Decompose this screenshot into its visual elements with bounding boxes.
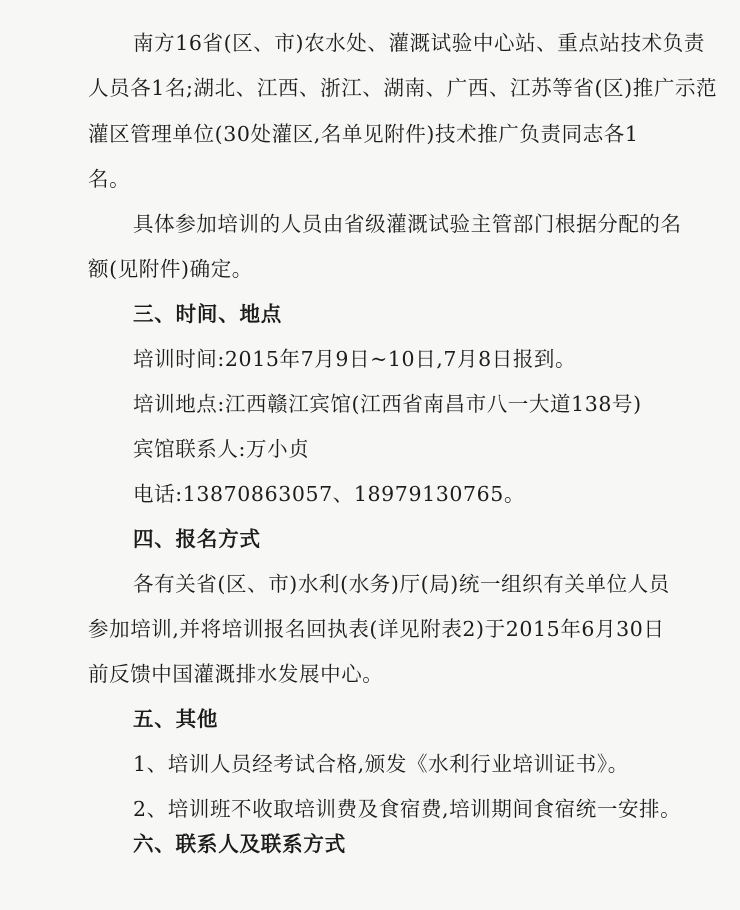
text-line-phone: 电话:13870863057、18979130765。 [133,482,526,506]
section-heading-registration: 四、报名方式 [133,527,261,551]
text-line-other-1: 1、培训人员经考试合格,颁发《水利行业培训证书》。 [133,752,629,776]
text-line-4: 名。 [88,167,131,191]
text-line-other-2: 2、培训班不收取培训费及食宿费,培训期间食宿统一安排。 [133,797,682,821]
text-line-3: 灌区管理单位(30处灌区,名单见附件)技术推广负责同志各1 [88,122,639,146]
text-line-training-place: 培训地点:江西赣江宾馆(江西省南昌市八一大道138号) [133,392,642,416]
text-line-5: 具体参加培训的人员由省级灌溉试验主管部门根据分配的名 [133,212,682,236]
text-line-registration-2: 参加培训,并将培训报名回执表(详见附表2)于2015年6月30日 [88,617,665,641]
section-heading-contacts: 六、联系人及联系方式 [133,832,346,856]
text-line-hotel-contact: 宾馆联系人:万小贞 [133,437,310,461]
text-line-6: 额(见附件)确定。 [88,257,253,281]
text-line-registration-3: 前反馈中国灌溉排水发展中心。 [88,662,384,686]
text-line-2: 人员各1名;湖北、江西、浙江、湖南、广西、江苏等省(区)推广示范 [88,76,718,100]
text-line-1: 南方16省(区、市)农水处、灌溉试验中心站、重点站技术负责 [133,31,705,55]
section-heading-other: 五、其他 [133,707,219,731]
section-heading-time-place: 三、时间、地点 [133,302,283,326]
text-line-training-time: 培训时间:2015年7月9日~10日,7月8日报到。 [133,347,577,371]
text-line-registration-1: 各有关省(区、市)水利(水务)厅(局)统一组织有关单位人员 [133,572,670,596]
